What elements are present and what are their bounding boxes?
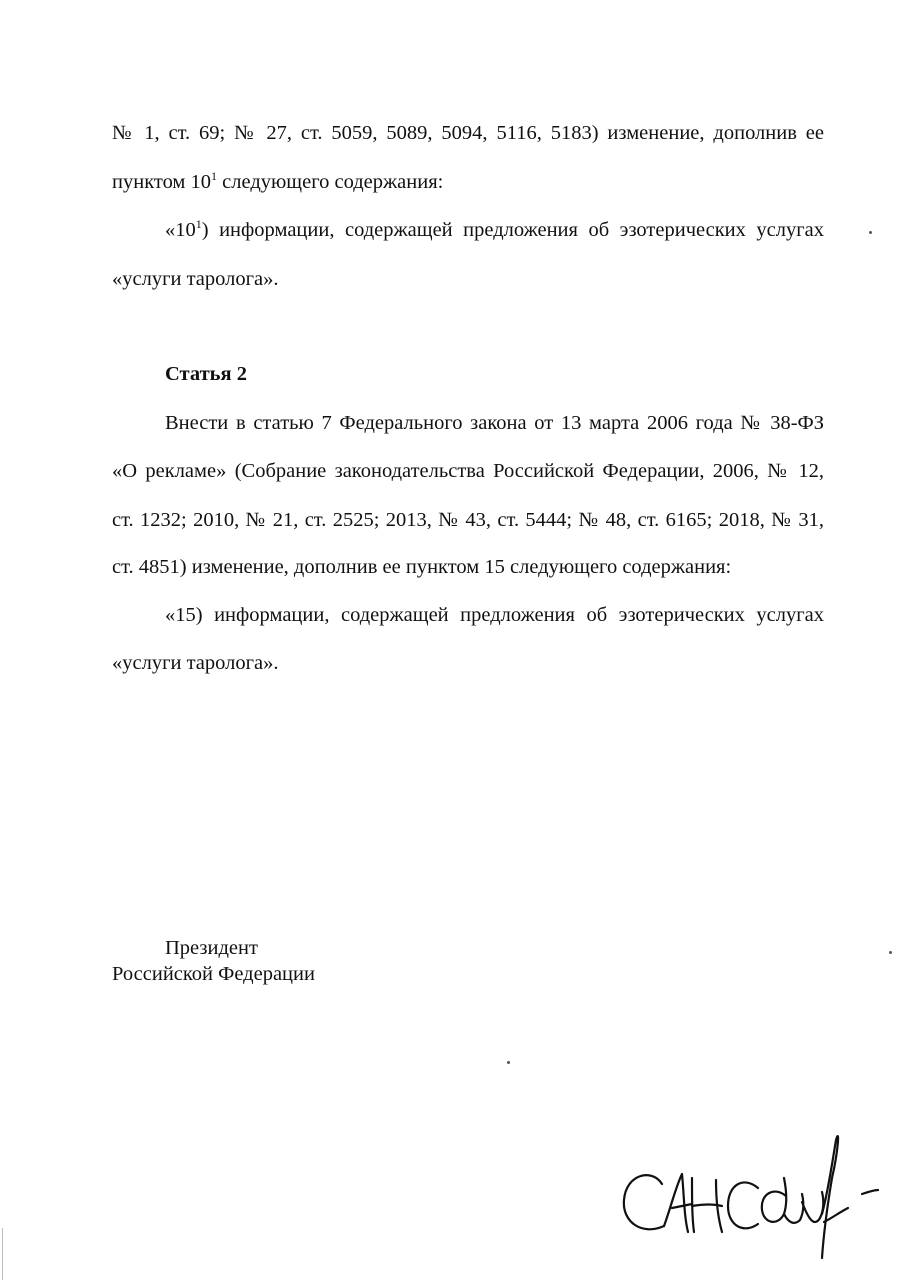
superscript: 1 <box>195 217 202 231</box>
amendment-text: пунктом 10 <box>112 171 212 193</box>
article1-quote-line <box>165 218 824 242</box>
article1-quote-continuation: «услуги таролога». <box>112 268 279 290</box>
signatory-title: Президент <box>165 937 258 959</box>
scan-speck <box>507 1061 510 1064</box>
signatory-title: Российской Федерации <box>112 963 315 985</box>
article2-paragraph-line: «О рекламе» (Собрание законодательства Российской Федерации, 2006, № 12, <box>112 460 824 482</box>
article1-continuation-line: № 1, ст. 69; № 27, ст. 5059, 5089, 5094, 5116, 5183) изменение, дополнив ее <box>112 122 824 144</box>
handwritten-signature <box>618 1118 880 1268</box>
quote-text: «10 <box>165 219 196 241</box>
superscript: 1 <box>211 169 218 183</box>
article2-paragraph-line: ст. 4851) изменение, дополнив ее пунктом 15 следующего содержания: <box>112 556 732 578</box>
scan-edge <box>2 1228 3 1280</box>
article-heading: Статья 2 <box>165 363 247 385</box>
scan-speck <box>889 951 892 954</box>
article2-paragraph-line: ст. 1232; 2010, № 21, ст. 2525; 2013, № 43, ст. 5444; № 48, ст. 6165; 2018, № 31, <box>112 509 824 531</box>
article2-quote-continuation: «услуги таролога». <box>112 652 279 674</box>
quote-text: ) информации, содержащей предложения об эзотерических услугах <box>201 219 824 241</box>
article2-quote-line: «15) информации, содержащей предложения об эзотерических услугах <box>165 604 824 626</box>
article2-paragraph-line: Внести в статью 7 Федерального закона от 13 марта 2006 года № 38-ФЗ <box>165 412 824 434</box>
article1-amendment-line <box>112 170 443 194</box>
scan-speck <box>869 231 872 234</box>
amendment-text: следующего содержания: <box>217 171 444 193</box>
